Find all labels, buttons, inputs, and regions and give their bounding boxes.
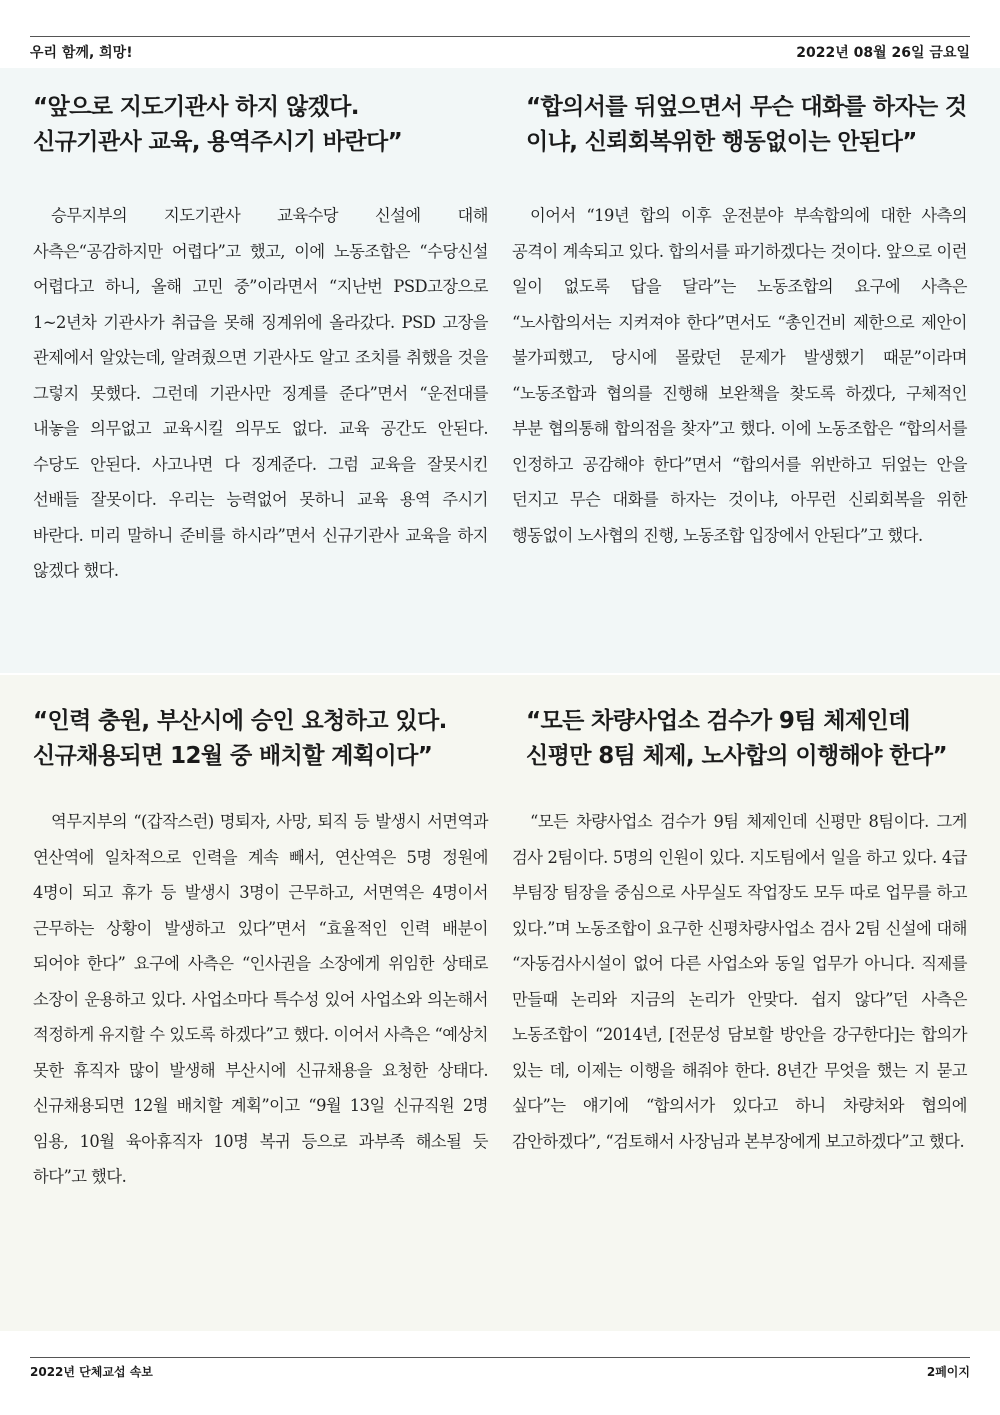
top-section — [0, 68, 1000, 673]
page-header — [30, 36, 970, 67]
issue-title: 2022년 단체교섭 속보 — [30, 1364, 153, 1379]
article-body: 역무지부의 “(갑작스런) 명퇴자, 사망, 퇴직 등 발생시 서면역과 연산역에 일차적으로 인력을 계속 빼서, 연산역은 5명 정원에 4명이 되고 휴가 등 발생시 3명이 근무하고, 서면역은 4명이서 근무하는 상황이 발생하고 있다”면서 “효율적인 인력 배분이 되어야 한다” 요구에 사측은 “인사권을 소장에게 위임한 상태로 소장이 운용하고 있다. 사업소마다 특수성 있어 사업소와 의논해서 적정하게 유지할 수 있도록 하겠다”고 했다. 이어서 사측은 “예상치 못한 휴직자 많이 발생해 부산시에 신규채용을 요청한 상태다. 신규채용되면 12월 배치할 계획”이고 “9월 13일 신규직원 2명 임용, 10월 육아휴직자 10명 복귀 등으로 과부족 해소될 듯 하다”고 했다. — [33, 812, 488, 1186]
article-headline: “인력 충원, 부산시에 승인 요청하고 있다. 신규채용되면 12월 중 배치할 계획이다” — [33, 708, 447, 769]
article-agreement-trust — [512, 90, 967, 553]
article-headline: “합의서를 뒤엎으면서 무슨 대화를 하자는 것 이냐, 신뢰회복위한 행동없이는 안된다” — [526, 94, 967, 155]
article-body: “모든 차량사업소 검수가 9팀 체제인데 신평만 8팀이다. 그게 검사 2팀이다. 5명의 인원이 있다. 지도팀에서 일을 하고 있다. 4급 부팀장 팀장을 중심으로 사무실도 작업장도 모두 따로 업무를 하고 있다.”며 노동조합이 요구한 신평차량사업소 검사 2팀 신설에 대해 “자동검사시설이 없어 다른 사업소와 동일 업무가 아니다. 직제를 만들때 논리와 지금의 논리가 안맞다. 쉽지 않다”던 사측은 노동조합이 “2014년, [전문성 담보할 방안을 강구한다]는 합의가 있는 데, 이제는 이행을 해줘야 한다. 8년간 무엇을 했는 지 묻고 싶다”는 얘기에 “합의서가 있다고 하니 차량처와 협의에 감안하겠다”, “검토해서 사장님과 본부장에게 보고하겠다”고 했다. — [512, 812, 967, 1151]
article-body: 이어서 “19년 합의 이후 운전분야 부속합의에 대한 사측의 공격이 계속되고 있다. 합의서를 파기하겠다는 것이다. 앞으로 이런 일이 없도록 답을 달라”는 노동조합의 요구에 사측은 “노사합의서는 지켜져야 한다”면서도 “총인건비 제한으로 제안이 불가피했고, 당시에 몰랐던 문제가 발생했기 때문”이라며 “노동조합과 협의를 진행해 보완책을 찾도록 하겠다, 구체적인 부분 협의통해 합의점을 찾자”고 했다. 이에 노동조합은 “합의서를 인정하고 공감해야 한다”면서 “합의서를 위반하고 뒤엎는 안을 던지고 무슨 대화를 하자는 것이냐, 아무런 신뢰회복을 위한 행동없이 노사협의 진행, 노동조합 입장에서 안된다”고 했다. — [512, 206, 967, 545]
article-body: 승무지부의 지도기관사 교육수당 신설에 대해 사측은“공감하지만 어렵다”고 했고, 이에 노동조합은 “수당신설 어렵다고 하니, 올해 고민 중”이라면서 “지난번 PSD고장으로 1~2년차 기관사가 취급을 못해 징계위에 올라갔다. PSD 고장을 관제에서 알았는데, 알려줬으면 기관사도 알고 조치를 취했을 것을 그렇지 못했다. 그런데 기관사만 징계를 준다”면서 “운전대를 내놓을 의무없고 교육시킬 의무도 없다. 교육 공간도 안된다. 수당도 안된다. 사고나면 다 징계준다. 그럼 교육을 잘못시킨 선배들 잘못이다. 우리는 능력없어 못하니 교육 용역 주시기 바란다. 미리 말하니 준비를 하시라”면서 신규기관사 교육을 하지 않겠다 했다. — [33, 206, 488, 580]
bottom-section — [0, 675, 1000, 1331]
publication-name: 우리 함께, 희망! — [30, 45, 133, 61]
article-headline: “모든 차량사업소 검수가 9팀 체제인데 신평만 8팀 체제, 노사합의 이행해야 한다” — [526, 708, 947, 769]
article-staffing — [33, 704, 488, 1195]
page-footer — [30, 1357, 970, 1384]
page-number: 2페이지 — [926, 1364, 970, 1379]
article-inspection-team — [512, 704, 967, 1159]
issue-date: 2022년 08월 26일 금요일 — [796, 45, 970, 61]
article-driver-training — [33, 90, 488, 589]
article-headline: “앞으로 지도기관사 하지 않겠다. 신규기관사 교육, 용역주시기 바란다” — [33, 94, 403, 155]
